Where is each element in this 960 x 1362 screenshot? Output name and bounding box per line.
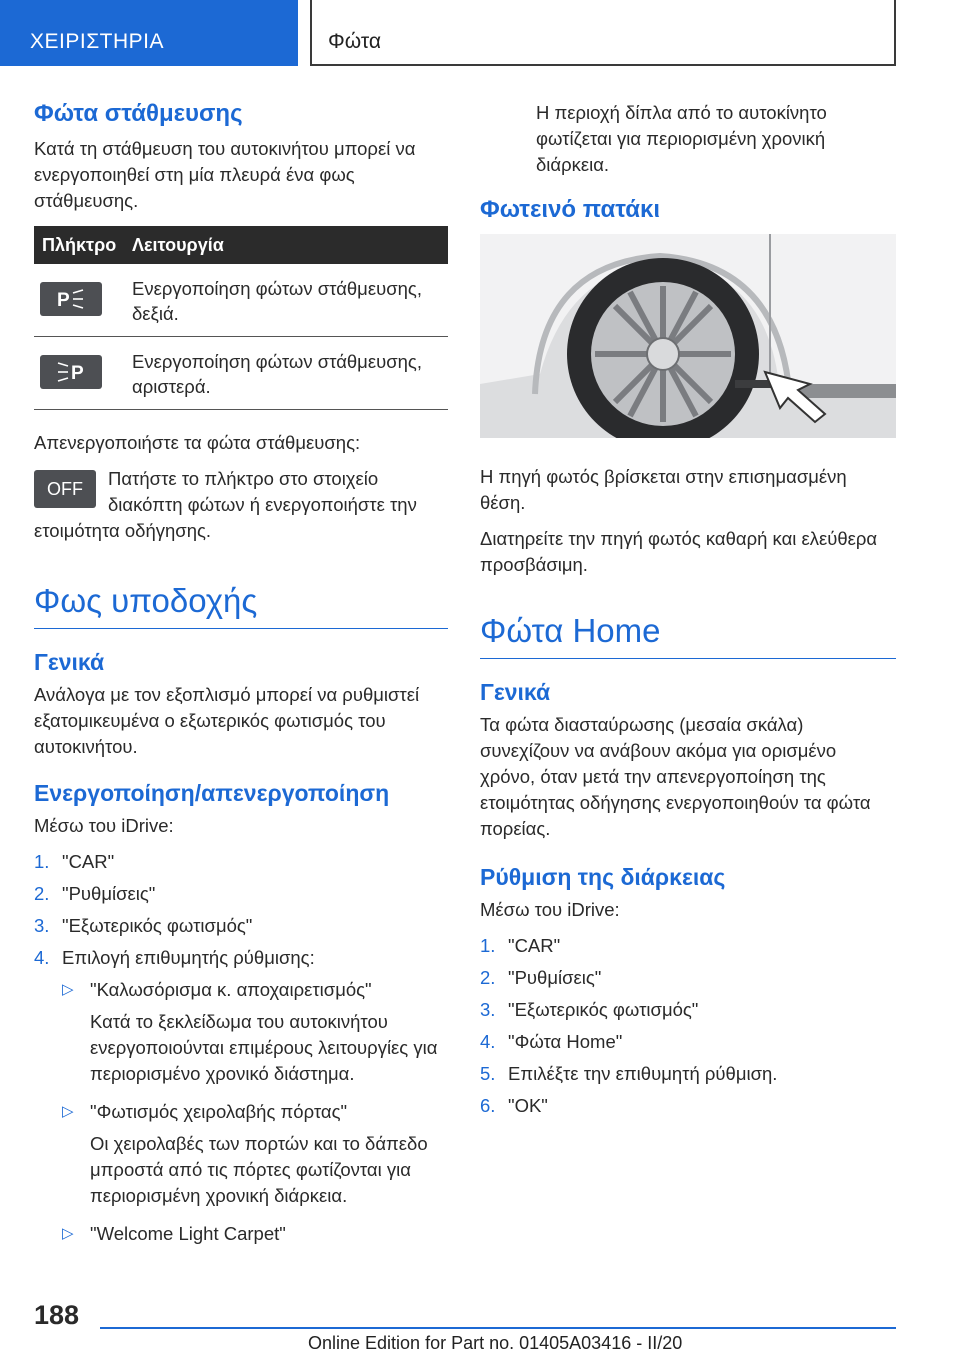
left-steps-list <box>34 849 448 971</box>
svg-text:P: P <box>71 363 84 383</box>
general-heading: Γενικά <box>34 649 105 675</box>
activation-heading: Ενεργοποίηση/απενεργοποίηση <box>34 780 390 806</box>
left-column <box>34 100 448 1253</box>
table-header-row <box>34 226 448 264</box>
table-cell-function: Ενεργοποίηση φώτων στάθμευσης, αριστερά. <box>124 337 448 410</box>
list-item: 2. "Ρυθμίσεις" <box>34 883 156 904</box>
option-item: ▷ "Welcome Light Carpet" <box>34 1221 448 1247</box>
list-item: 1. "CAR" <box>480 935 561 956</box>
carpet-description: Η περιοχή δίπλα από το αυτοκίνητο φωτίζεται για περιορισμένη χρονική διάρκεια. <box>536 102 827 175</box>
parking-lights-heading: Φώτα στάθμευσης <box>34 100 243 127</box>
table-cell-function: Ενεργοποίηση φώτων στάθμευσης, δεξιά. <box>124 264 448 337</box>
table-header-key: Πλήκτρο <box>34 226 124 264</box>
puddle-light-heading: Φωτεινό πατάκι <box>480 196 661 223</box>
duration-heading: Ρύθμιση της διάρκειας <box>480 864 726 890</box>
via-idrive-text: Μέσω του iDrive: <box>480 899 620 920</box>
table-row <box>34 337 448 410</box>
section-tab[interactable]: ΧΕΙΡΙΣΤΗΡΙΑ <box>0 0 298 66</box>
triangle-bullet-icon: ▷ <box>62 1103 74 1120</box>
option-item: ▷ "Φωτισμός χειρολαβής πόρτας" <box>34 1099 448 1125</box>
list-item: 6. "OK" <box>480 1095 548 1116</box>
home-text: Τα φώτα διασταύρωσης (μεσαία σκάλα) συνεχίζουν να ανάβουν ακόμα για ορισμένο χρόνο, όταν μετά την απενεργοποίηση της ετοιμότητας οδήγησης ενεργοποιηθούν τα φώτα πορείας. <box>480 714 871 839</box>
option-description: Κατά το ξεκλείδωμα του αυτοκινήτου ενεργοποιούνται επιμέρους λειτουργίες για περιορισμένο χρονικό διάστημα. <box>90 1011 438 1084</box>
puddle-text-2: Διατηρείτε την πηγή φωτός καθαρή και ελεύθερα προσβάσιμη. <box>480 528 878 575</box>
option-item: ▷ "Καλωσόρισμα κ. αποχαιρετισμός" <box>34 977 448 1003</box>
off-text: Πατήστε το πλήκτρο στο στοιχείο διακόπτη φώτων ή ενεργοποιήστε την ετοιμότητα οδήγησης. <box>34 468 417 541</box>
welcome-light-heading: Φως υποδοχής <box>34 582 448 629</box>
parking-light-right-icon <box>40 282 102 316</box>
home-lights-heading: Φώτα Home <box>480 612 896 659</box>
list-item: 1. "CAR" <box>34 851 115 872</box>
puddle-text-1: Η πηγή φωτός βρίσκεται στην επισημασμένη θέση. <box>480 466 847 513</box>
right-steps-list <box>480 933 896 1119</box>
page-header <box>0 0 960 66</box>
edition-link[interactable]: Online Edition for Part no. 01405A03416 - II/20 <box>308 1333 683 1353</box>
off-instruction <box>34 466 448 544</box>
list-item: 2. "Ρυθμίσεις" <box>480 967 602 988</box>
off-key-icon: OFF <box>34 470 96 508</box>
key-function-table <box>34 226 448 410</box>
general-text: Ανάλογα με τον εξοπλισμό μπορεί να ρυθμιστεί εξατομικευμένα ο εξωτερικός φωτισμός του αυτοκινήτου. <box>34 684 420 757</box>
right-column <box>480 100 896 1125</box>
list-item: 3. "Εξωτερικός φωτισμός" <box>34 915 253 936</box>
general-heading: Γενικά <box>480 679 551 705</box>
footer-divider <box>100 1327 896 1329</box>
deactivate-text: Απενεργοποιήστε τα φώτα στάθμευσης: <box>34 432 361 453</box>
via-idrive-text: Μέσω του iDrive: <box>34 815 174 836</box>
triangle-bullet-icon: ▷ <box>62 1225 74 1242</box>
list-item: 5. Επιλέξτε την επιθυμητή ρύθμιση. <box>480 1063 778 1084</box>
table-row <box>34 264 448 337</box>
list-item: 3. "Εξωτερικός φωτισμός" <box>480 999 699 1020</box>
car-wheel-photo <box>480 234 896 438</box>
page-number: 188 <box>34 1300 80 1330</box>
chapter-title: Φώτα <box>310 0 896 66</box>
table-header-function: Λειτουργία <box>124 226 448 264</box>
triangle-bullet-icon: ▷ <box>62 981 74 998</box>
svg-text:P: P <box>57 290 70 310</box>
list-item: 4. "Φώτα Home" <box>480 1031 623 1052</box>
parking-lights-intro: Κατά τη στάθμευση του αυτοκινήτου μπορεί να ενεργοποιηθεί στη μία πλευρά ένα φως στάθμευσης. <box>34 138 416 211</box>
option-description: Οι χειρολαβές των πορτών και το δάπεδο μπροστά από τις πόρτες φωτίζονται για περιορισμένη χρονική διάρκεια. <box>90 1133 428 1206</box>
parking-light-left-icon <box>40 355 102 389</box>
list-item: 4. Επιλογή επιθυμητής ρύθμισης: <box>34 947 315 968</box>
